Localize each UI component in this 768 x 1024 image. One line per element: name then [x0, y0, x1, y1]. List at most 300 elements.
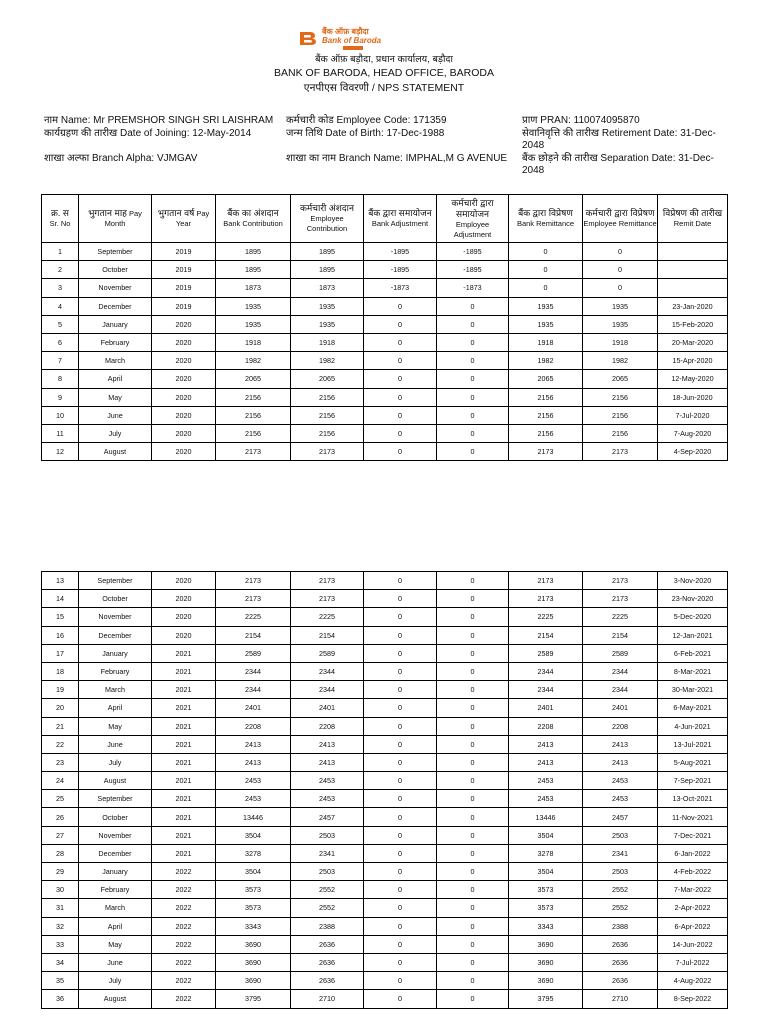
cell-remit-date: 4-Sep-2020 — [658, 443, 728, 461]
cell-bank-adjustment: 0 — [364, 297, 437, 315]
table-row — [42, 590, 728, 608]
cell-pay-month: November — [79, 279, 152, 297]
pran-number: प्राण PRAN: 110074095870 — [522, 115, 640, 126]
cell-bank-adjustment: 0 — [364, 406, 437, 424]
cell-employee-remittance: 2503 — [583, 826, 658, 844]
cell-pay-month: October — [79, 808, 152, 826]
cell-sr-no: 15 — [42, 608, 79, 626]
cell-employee-remittance: 2388 — [583, 917, 658, 935]
cell-sr-no: 2 — [42, 261, 79, 279]
cell-bank-contribution: 2156 — [216, 388, 291, 406]
cell-bank-remittance: 1918 — [509, 333, 583, 351]
cell-remit-date: 6-Feb-2021 — [658, 644, 728, 662]
cell-pay-month: October — [79, 261, 152, 279]
cell-employee-remittance: 0 — [583, 261, 658, 279]
cell-employee-contribution: 1873 — [291, 279, 364, 297]
cell-employee-adjustment: 0 — [437, 662, 509, 680]
cell-bank-adjustment: 0 — [364, 772, 437, 790]
cell-bank-contribution: 2453 — [216, 772, 291, 790]
cell-bank-remittance: 2413 — [509, 753, 583, 771]
cell-employee-contribution: 2636 — [291, 953, 364, 971]
cell-sr-no: 17 — [42, 644, 79, 662]
cell-remit-date: 14-Jun-2022 — [658, 935, 728, 953]
cell-bank-adjustment: 0 — [364, 990, 437, 1008]
cell-bank-remittance: 3504 — [509, 826, 583, 844]
cell-bank-remittance: 2065 — [509, 370, 583, 388]
cell-employee-contribution: 2065 — [291, 370, 364, 388]
cell-employee-adjustment: 0 — [437, 844, 509, 862]
cell-bank-adjustment: 0 — [364, 844, 437, 862]
cell-bank-remittance: 2413 — [509, 735, 583, 753]
branch-name: शाखा का नाम Branch Name: IMPHAL,M G AVENUE — [286, 153, 508, 164]
cell-bank-contribution: 1982 — [216, 352, 291, 370]
cell-bank-remittance: 2344 — [509, 662, 583, 680]
branch-alpha: शाखा अल्फा Branch Alpha: VJMGAV — [44, 153, 198, 164]
cell-bank-contribution: 2589 — [216, 644, 291, 662]
cell-sr-no: 6 — [42, 333, 79, 351]
cell-employee-remittance: 2156 — [583, 388, 658, 406]
cell-remit-date: 7-Aug-2020 — [658, 424, 728, 442]
cell-bank-contribution: 1935 — [216, 315, 291, 333]
header-hindi: बैंक ऑफ़ बड़ौदा, प्रधान कार्यालय, बड़ौदा — [315, 54, 453, 65]
cell-employee-remittance: 0 — [583, 279, 658, 297]
cell-remit-date: 7-Jul-2022 — [658, 953, 728, 971]
cell-bank-contribution: 2225 — [216, 608, 291, 626]
table-row — [42, 315, 728, 333]
cell-employee-adjustment: 0 — [437, 297, 509, 315]
cell-pay-year: 2022 — [152, 972, 216, 990]
nps-table-page2 — [41, 571, 728, 1009]
cell-pay-month: May — [79, 935, 152, 953]
cell-employee-adjustment: -1895 — [437, 243, 509, 261]
cell-remit-date: 20-Mar-2020 — [658, 333, 728, 351]
cell-bank-adjustment: 0 — [364, 443, 437, 461]
cell-pay-month: December — [79, 844, 152, 862]
cell-employee-contribution: 1982 — [291, 352, 364, 370]
table-row — [42, 443, 728, 461]
cell-sr-no: 20 — [42, 699, 79, 717]
cell-employee-remittance: 2503 — [583, 863, 658, 881]
cell-bank-adjustment: 0 — [364, 917, 437, 935]
cell-employee-contribution: 2589 — [291, 644, 364, 662]
cell-pay-month: July — [79, 753, 152, 771]
cell-employee-contribution: 2413 — [291, 735, 364, 753]
cell-employee-contribution: 2552 — [291, 899, 364, 917]
cell-pay-year: 2020 — [152, 424, 216, 442]
cell-remit-date: 3-Nov-2020 — [658, 572, 728, 590]
cell-employee-contribution: 2173 — [291, 590, 364, 608]
table-row — [42, 863, 728, 881]
table-row — [42, 626, 728, 644]
table-row — [42, 953, 728, 971]
cell-pay-month: January — [79, 315, 152, 333]
cell-bank-contribution: 3504 — [216, 826, 291, 844]
cell-employee-remittance: 2589 — [583, 644, 658, 662]
cell-bank-contribution: 1895 — [216, 261, 291, 279]
cell-pay-month: May — [79, 717, 152, 735]
cell-employee-adjustment: 0 — [437, 972, 509, 990]
cell-pay-year: 2020 — [152, 572, 216, 590]
cell-employee-remittance: 2401 — [583, 699, 658, 717]
table-row — [42, 881, 728, 899]
cell-employee-contribution: 1935 — [291, 297, 364, 315]
cell-employee-remittance: 2156 — [583, 406, 658, 424]
cell-sr-no: 9 — [42, 388, 79, 406]
statement-title: एनपीएस विवरणी / NPS STATEMENT — [303, 82, 465, 94]
table-row — [42, 370, 728, 388]
cell-bank-adjustment: 0 — [364, 935, 437, 953]
cell-bank-remittance: 2453 — [509, 790, 583, 808]
cell-employee-adjustment: -1895 — [437, 261, 509, 279]
cell-employee-remittance: 0 — [583, 243, 658, 261]
cell-employee-adjustment: 0 — [437, 443, 509, 461]
cell-bank-contribution: 2413 — [216, 735, 291, 753]
cell-pay-year: 2020 — [152, 352, 216, 370]
cell-employee-adjustment: 0 — [437, 899, 509, 917]
cell-employee-remittance: 2156 — [583, 424, 658, 442]
cell-pay-year: 2020 — [152, 590, 216, 608]
cell-sr-no: 5 — [42, 315, 79, 333]
cell-employee-adjustment: 0 — [437, 808, 509, 826]
cell-employee-remittance: 2413 — [583, 753, 658, 771]
cell-bank-remittance: 3573 — [509, 899, 583, 917]
cell-sr-no: 36 — [42, 990, 79, 1008]
col-header-sr-no: क्र. स Sr. No — [42, 195, 79, 243]
cell-pay-year: 2022 — [152, 935, 216, 953]
cell-sr-no: 7 — [42, 352, 79, 370]
cell-employee-contribution: 2156 — [291, 406, 364, 424]
cell-pay-month: December — [79, 626, 152, 644]
cell-employee-contribution: 2453 — [291, 772, 364, 790]
cell-pay-year: 2021 — [152, 699, 216, 717]
cell-pay-month: March — [79, 681, 152, 699]
cell-employee-contribution: 1935 — [291, 315, 364, 333]
cell-pay-year: 2021 — [152, 717, 216, 735]
cell-bank-contribution: 3343 — [216, 917, 291, 935]
cell-employee-adjustment: -1873 — [437, 279, 509, 297]
cell-employee-remittance: 2636 — [583, 972, 658, 990]
cell-pay-month: April — [79, 370, 152, 388]
cell-employee-remittance: 2344 — [583, 662, 658, 680]
cell-bank-remittance: 3504 — [509, 863, 583, 881]
cell-bank-remittance: 1935 — [509, 315, 583, 333]
cell-employee-adjustment: 0 — [437, 699, 509, 717]
cell-bank-adjustment: 0 — [364, 388, 437, 406]
cell-bank-adjustment: 0 — [364, 370, 437, 388]
cell-bank-adjustment: 0 — [364, 590, 437, 608]
cell-pay-month: January — [79, 863, 152, 881]
cell-pay-year: 2021 — [152, 662, 216, 680]
cell-employee-remittance: 2636 — [583, 953, 658, 971]
cell-employee-adjustment: 0 — [437, 388, 509, 406]
cell-bank-adjustment: 0 — [364, 790, 437, 808]
table-row — [42, 790, 728, 808]
cell-bank-contribution: 2401 — [216, 699, 291, 717]
cell-pay-year: 2020 — [152, 406, 216, 424]
col-header-bank-remittance: बैंक द्वारा विप्रेषण Bank Remittance — [509, 195, 583, 243]
cell-pay-month: November — [79, 608, 152, 626]
cell-bank-contribution: 2413 — [216, 753, 291, 771]
cell-remit-date: 30-Mar-2021 — [658, 681, 728, 699]
cell-pay-month: November — [79, 826, 152, 844]
cell-employee-remittance: 2154 — [583, 626, 658, 644]
cell-bank-remittance: 2156 — [509, 424, 583, 442]
cell-employee-remittance: 2173 — [583, 590, 658, 608]
cell-sr-no: 31 — [42, 899, 79, 917]
col-header-pay-year: भुगतान वर्ष Pay Year — [152, 195, 216, 243]
col-header-employee-contribution: कर्मचारी अंशदान Employee Contribution — [291, 195, 364, 243]
cell-employee-contribution: 2173 — [291, 572, 364, 590]
cell-employee-remittance: 2344 — [583, 681, 658, 699]
cell-employee-adjustment: 0 — [437, 352, 509, 370]
cell-pay-month: April — [79, 699, 152, 717]
cell-sr-no: 27 — [42, 826, 79, 844]
cell-bank-contribution: 3573 — [216, 881, 291, 899]
cell-bank-remittance: 3690 — [509, 972, 583, 990]
cell-employee-contribution: 1918 — [291, 333, 364, 351]
cell-bank-contribution: 2344 — [216, 662, 291, 680]
cell-employee-contribution: 2453 — [291, 790, 364, 808]
cell-pay-month: August — [79, 772, 152, 790]
cell-bank-adjustment: 0 — [364, 735, 437, 753]
cell-employee-remittance: 2225 — [583, 608, 658, 626]
cell-sr-no: 34 — [42, 953, 79, 971]
table-row — [42, 572, 728, 590]
cell-pay-month: June — [79, 735, 152, 753]
table-row — [42, 899, 728, 917]
cell-employee-adjustment: 0 — [437, 881, 509, 899]
table-row — [42, 352, 728, 370]
table-row — [42, 917, 728, 935]
logo-hindi-text: बैंक ऑफ़ बड़ौदा — [322, 27, 369, 36]
cell-bank-adjustment: 0 — [364, 699, 437, 717]
cell-sr-no: 10 — [42, 406, 79, 424]
cell-bank-adjustment: 0 — [364, 753, 437, 771]
col-header-bank-adjustment: बैंक द्वारा समायोजन Bank Adjustment — [364, 195, 437, 243]
cell-bank-contribution: 1935 — [216, 297, 291, 315]
cell-pay-year: 2019 — [152, 243, 216, 261]
cell-bank-adjustment: -1895 — [364, 243, 437, 261]
cell-bank-contribution: 2208 — [216, 717, 291, 735]
cell-remit-date: 2-Apr-2022 — [658, 899, 728, 917]
cell-employee-remittance: 2341 — [583, 844, 658, 862]
table-header-row — [42, 195, 728, 243]
cell-bank-remittance: 2156 — [509, 388, 583, 406]
col-header-employee-adjustment: कर्मचारी द्वारा समायोजन Employee Adjustment — [437, 195, 509, 243]
cell-bank-contribution: 2173 — [216, 590, 291, 608]
cell-employee-adjustment: 0 — [437, 608, 509, 626]
cell-pay-month: October — [79, 590, 152, 608]
cell-bank-adjustment: 0 — [364, 808, 437, 826]
cell-employee-adjustment: 0 — [437, 717, 509, 735]
cell-sr-no: 19 — [42, 681, 79, 699]
cell-pay-year: 2021 — [152, 826, 216, 844]
cell-employee-adjustment: 0 — [437, 790, 509, 808]
cell-sr-no: 22 — [42, 735, 79, 753]
cell-employee-remittance: 2453 — [583, 790, 658, 808]
cell-sr-no: 16 — [42, 626, 79, 644]
cell-employee-adjustment: 0 — [437, 644, 509, 662]
cell-employee-remittance: 2208 — [583, 717, 658, 735]
cell-bank-adjustment: 0 — [364, 717, 437, 735]
cell-pay-year: 2020 — [152, 443, 216, 461]
cell-remit-date: 5-Aug-2021 — [658, 753, 728, 771]
cell-employee-remittance: 1982 — [583, 352, 658, 370]
cell-employee-contribution: 2225 — [291, 608, 364, 626]
cell-bank-remittance: 2173 — [509, 572, 583, 590]
cell-employee-contribution: 2413 — [291, 753, 364, 771]
cell-bank-remittance: 1982 — [509, 352, 583, 370]
cell-bank-remittance: 0 — [509, 243, 583, 261]
cell-employee-adjustment: 0 — [437, 681, 509, 699]
cell-pay-year: 2019 — [152, 279, 216, 297]
cell-bank-adjustment: 0 — [364, 626, 437, 644]
cell-employee-remittance: 2552 — [583, 899, 658, 917]
cell-remit-date: 15-Apr-2020 — [658, 352, 728, 370]
cell-pay-year: 2022 — [152, 953, 216, 971]
cell-employee-contribution: 2388 — [291, 917, 364, 935]
cell-pay-year: 2020 — [152, 388, 216, 406]
cell-bank-remittance: 3573 — [509, 881, 583, 899]
cell-employee-adjustment: 0 — [437, 572, 509, 590]
cell-employee-contribution: 2503 — [291, 863, 364, 881]
cell-pay-year: 2021 — [152, 844, 216, 862]
cell-sr-no: 30 — [42, 881, 79, 899]
cell-bank-adjustment: 0 — [364, 681, 437, 699]
cell-bank-contribution: 2154 — [216, 626, 291, 644]
cell-remit-date: 4-Jun-2021 — [658, 717, 728, 735]
cell-employee-remittance: 1935 — [583, 297, 658, 315]
cell-remit-date — [658, 279, 728, 297]
cell-employee-contribution: 2344 — [291, 662, 364, 680]
cell-bank-adjustment: -1895 — [364, 261, 437, 279]
cell-employee-contribution: 2156 — [291, 388, 364, 406]
cell-employee-remittance: 2065 — [583, 370, 658, 388]
table-row — [42, 297, 728, 315]
table-row — [42, 972, 728, 990]
cell-pay-year: 2021 — [152, 790, 216, 808]
cell-pay-month: June — [79, 406, 152, 424]
cell-pay-year: 2020 — [152, 608, 216, 626]
table-row — [42, 644, 728, 662]
cell-employee-adjustment: 0 — [437, 935, 509, 953]
cell-sr-no: 14 — [42, 590, 79, 608]
cell-pay-month: December — [79, 297, 152, 315]
cell-pay-month: August — [79, 990, 152, 1008]
table-row — [42, 662, 728, 680]
cell-employee-adjustment: 0 — [437, 333, 509, 351]
cell-remit-date: 7-Jul-2020 — [658, 406, 728, 424]
cell-bank-remittance: 0 — [509, 261, 583, 279]
retirement-date: सेवानिवृत्ति की तारीख Retirement Date: 31-Dec-2048 — [522, 128, 716, 151]
cell-sr-no: 3 — [42, 279, 79, 297]
table-row — [42, 333, 728, 351]
table-row — [42, 808, 728, 826]
cell-remit-date: 6-Apr-2022 — [658, 917, 728, 935]
cell-pay-year: 2020 — [152, 370, 216, 388]
cell-bank-remittance: 2156 — [509, 406, 583, 424]
cell-bank-contribution: 3278 — [216, 844, 291, 862]
cell-remit-date: 18-Jun-2020 — [658, 388, 728, 406]
cell-pay-month: August — [79, 443, 152, 461]
cell-employee-adjustment: 0 — [437, 370, 509, 388]
cell-employee-adjustment: 0 — [437, 626, 509, 644]
cell-remit-date: 5-Dec-2020 — [658, 608, 728, 626]
cell-bank-adjustment: 0 — [364, 662, 437, 680]
cell-sr-no: 11 — [42, 424, 79, 442]
cell-pay-month: March — [79, 352, 152, 370]
cell-bank-remittance: 2344 — [509, 681, 583, 699]
cell-bank-adjustment: 0 — [364, 424, 437, 442]
cell-bank-remittance: 2208 — [509, 717, 583, 735]
cell-employee-contribution: 2636 — [291, 935, 364, 953]
cell-pay-year: 2020 — [152, 315, 216, 333]
cell-employee-remittance: 2173 — [583, 443, 658, 461]
cell-sr-no: 33 — [42, 935, 79, 953]
cell-remit-date: 13-Oct-2021 — [658, 790, 728, 808]
col-header-bank-contribution: बैंक का अंशदान Bank Contribution — [216, 195, 291, 243]
cell-bank-remittance: 3690 — [509, 953, 583, 971]
cell-employee-contribution: 2457 — [291, 808, 364, 826]
cell-pay-year: 2022 — [152, 899, 216, 917]
cell-employee-remittance: 1918 — [583, 333, 658, 351]
cell-employee-remittance: 2636 — [583, 935, 658, 953]
cell-remit-date — [658, 261, 728, 279]
cell-pay-year: 2020 — [152, 333, 216, 351]
cell-employee-adjustment: 0 — [437, 735, 509, 753]
cell-remit-date: 6-May-2021 — [658, 699, 728, 717]
cell-bank-contribution: 2065 — [216, 370, 291, 388]
cell-employee-adjustment: 0 — [437, 863, 509, 881]
cell-remit-date: 15-Feb-2020 — [658, 315, 728, 333]
logo-english-text: Bank of Baroda — [322, 36, 382, 45]
cell-bank-adjustment: 0 — [364, 826, 437, 844]
cell-sr-no: 28 — [42, 844, 79, 862]
cell-pay-year: 2021 — [152, 644, 216, 662]
logo-underline — [343, 46, 363, 50]
cell-employee-contribution: 2344 — [291, 681, 364, 699]
cell-bank-adjustment: 0 — [364, 315, 437, 333]
cell-sr-no: 35 — [42, 972, 79, 990]
cell-remit-date: 7-Dec-2021 — [658, 826, 728, 844]
employee-name: नाम Name: Mr PREMSHOR SINGH SRI LAISHRAM — [44, 115, 274, 126]
cell-remit-date: 7-Mar-2022 — [658, 881, 728, 899]
cell-remit-date: 13-Jul-2021 — [658, 735, 728, 753]
cell-pay-month: February — [79, 881, 152, 899]
table-row — [42, 699, 728, 717]
table-row — [42, 826, 728, 844]
cell-employee-contribution: 2341 — [291, 844, 364, 862]
cell-pay-year: 2022 — [152, 881, 216, 899]
cell-remit-date: 12-May-2020 — [658, 370, 728, 388]
cell-bank-adjustment: 0 — [364, 644, 437, 662]
header-title: BANK OF BARODA, HEAD OFFICE, BARODA — [274, 67, 494, 79]
employee-code: कर्मचारी कोड Employee Code: 171359 — [286, 115, 447, 126]
cell-pay-month: February — [79, 662, 152, 680]
cell-employee-contribution: 2636 — [291, 972, 364, 990]
cell-bank-contribution: 2156 — [216, 406, 291, 424]
cell-bank-remittance: 1935 — [509, 297, 583, 315]
cell-employee-remittance: 2710 — [583, 990, 658, 1008]
cell-remit-date — [658, 243, 728, 261]
cell-bank-contribution: 3690 — [216, 935, 291, 953]
cell-employee-remittance: 2552 — [583, 881, 658, 899]
col-header-employee-remittance: कर्मचारी द्वारा विप्रेषण Employee Remittance — [583, 195, 658, 243]
bank-logo — [298, 26, 408, 52]
cell-pay-month: June — [79, 953, 152, 971]
cell-pay-year: 2019 — [152, 297, 216, 315]
cell-employee-contribution: 2503 — [291, 826, 364, 844]
